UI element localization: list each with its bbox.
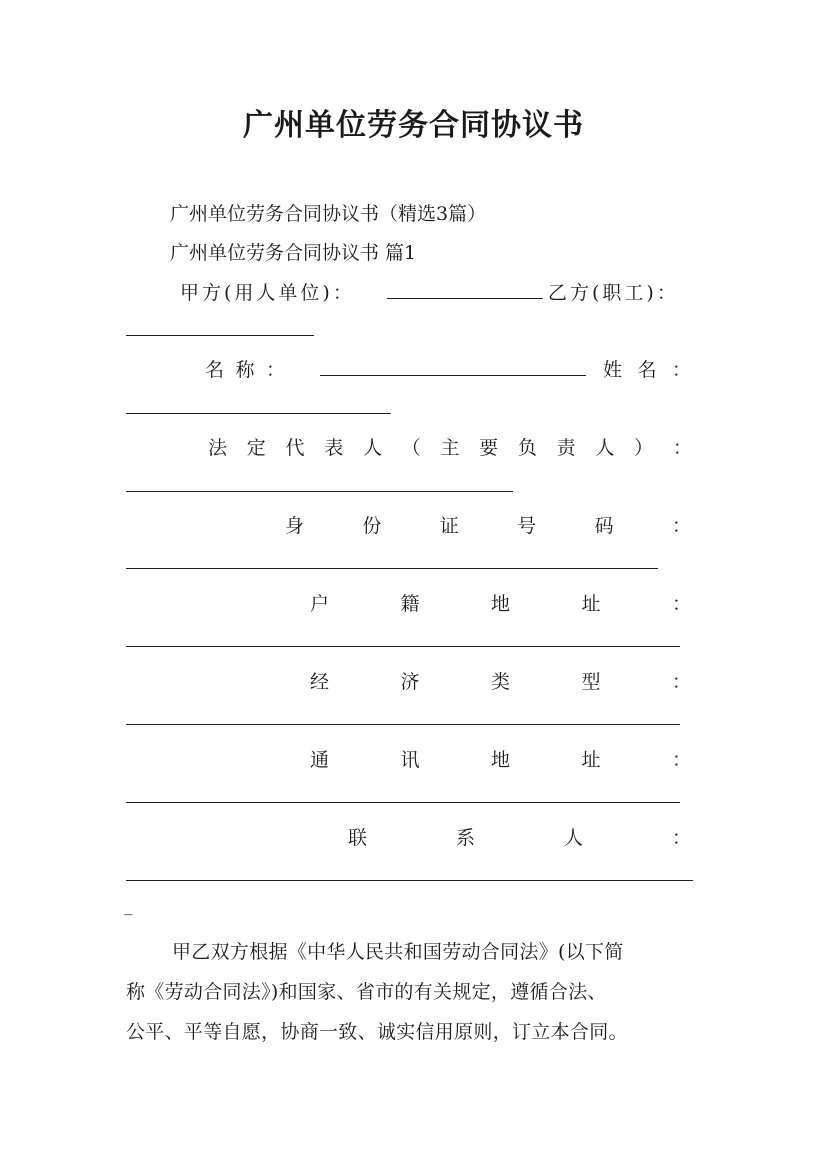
subtitle-part: 广州单位劳务合同协议书 篇1 [170,242,417,264]
party-a-label: 甲方(用人单位)： [180,282,355,304]
field-contact-label: 联 系 人 ： [348,827,691,849]
paragraph-line-3: 公平、平等自愿，协商一致、诚实信用原则，订立本合同。 [126,1021,628,1043]
field-id-number-blank [126,568,658,569]
field-surname-blank [126,413,391,414]
field-household-blank [126,646,680,647]
field-surname-label: 姓 名 ： [603,359,691,381]
field-name-label: 名 称 ： [205,359,285,381]
document-title: 广州单位劳务合同协议书 [243,108,584,143]
subtitle-collection: 广州单位劳务合同协议书（精选3篇） [170,203,487,225]
field-economy-label: 经 济 类 型 ： [310,671,691,693]
field-legal-rep-blank [126,491,513,492]
field-address-blank [126,802,680,803]
party-a-blank [387,298,543,299]
field-household-label: 户 籍 地 址 ： [310,593,691,615]
field-legal-rep-label: 法 定 代 表 人 （ 主 要 负 责 人 ） ： [208,437,692,459]
paragraph-line-1: 甲乙双方根据《中华人民共和国劳动合同法》(以下简 [172,941,624,963]
party-b-blank [126,335,314,336]
party-b-label: 乙方(职工)： [548,282,679,304]
field-name-blank [320,375,586,376]
field-id-number-label: 身 份 证 号 码 ： [285,515,691,537]
field-contact-blank [126,880,693,881]
field-economy-blank [126,724,680,725]
paragraph-line-2: 称《劳动合同法》)和国家、省市的有关规定，遵循合法、 [126,981,607,1003]
field-address-label: 通 讯 地 址 ： [310,749,691,771]
trailing-underscore: _ [124,896,133,916]
